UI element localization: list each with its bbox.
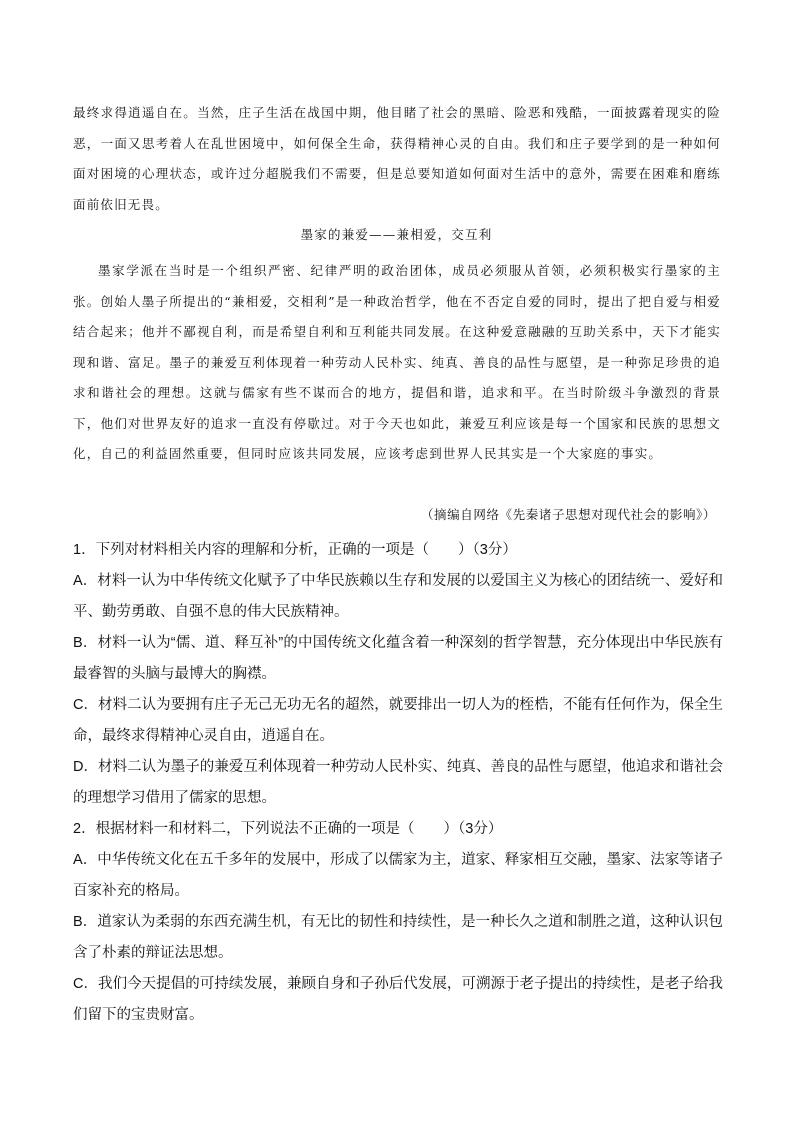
question-option: B．道家认为柔弱的东西充满生机，有无比的韧性和持续性，是一种长久之道和制胜之道，这种认识包含了朴素的辩证法思想。 (73, 914, 723, 961)
question-option: A．材料一认为中华传统文化赋予了中华民族赖以生存和发展的以爱国主义为核心的团结统一、爱好和平、勤劳勇敢、自强不息的伟大民族精神。 (73, 573, 723, 620)
question-option: B．材料一认为“儒、道、释互补”的中国传统文化蕴含着一种深刻的哲学智慧，充分体现出中华民族有最睿智的头脑与最博大的胸襟。 (73, 635, 723, 682)
source-citation: （摘编自网络《先秦诸子思想对现代社会的影响》） (420, 507, 716, 522)
material-paragraph-text: 墨家学派在当时是一个组织严密、纪律严明的政治团体，成员必须服从首领，必须积极实行墨家的主张。创始人墨子所提出的“兼相爱，交相利”是一种政治哲学，他在不否定自爱的同时，提出了把自爱与相爱结合起来；他并不鄙视自利，而是希望自利和互利能共同发展。在这种爱意融融的互助关系中，天下才能实现和谐、富足。墨子的兼爱互利体现着一种劳动人民朴实、纯真、善良的品性与愿望，是一种弥足珍贵的追求和谐社会的理想。这就与儒家有些不谋而合的地方，提倡和谐，追求和平。在当时阶级斗争激烈的背景下，他们对世界友好的追求一直没有停歇过。对于今天也如此，兼爱互利应该是每一个国家和民族的思想文化，自己的利益固然重要，但同时应该共同发展，应该考虑到世界人民其实是一个大家庭的事实。 (73, 263, 721, 461)
question-option: A．中华传统文化在五千多年的发展中，形成了以儒家为主，道家、释家相互交融，墨家、法家等诸子百家补充的格局。 (73, 852, 723, 899)
question-list (73, 535, 723, 1031)
material-paragraph-text: 最终求得逍遥自在。当然，庄子生活在战国中期，他目睹了社会的黑暗、险恶和残酷，一面披露着现实的险恶，一面又思考着人在乱世困境中，如何保全生命，获得精神心灵的自由。我们和庄子要学到的是一种如何面对困境的心理状态，或许过分超脱我们不需要，但是总要知道如何面对生活中的意外，需要在困难和磨练面前依旧无畏。 (73, 105, 721, 212)
question-stem: 1．下列对材料相关内容的理解和分析，正确的一项是（ ）（3分） (73, 542, 517, 558)
material-paragraph (73, 98, 721, 220)
material-paragraph (73, 256, 721, 470)
question-option: D．材料二认为墨子的兼爱互利体现着一种劳动人民朴实、纯真、善良的品性与愿望，他追求和谐社会的理想学习借用了儒家的思想。 (73, 759, 723, 806)
section-heading: 墨家的兼爱——兼相爱，交互利 (300, 227, 493, 242)
question-option: C．我们今天提倡的可持续发展，兼顾自身和子孙后代发展，可溯源于老子提出的持续性，是老子给我们留下的宝贵财富。 (73, 976, 723, 1023)
question-stem: 2．根据材料一和材料二，下列说法不正确的一项是（ ）（3分） (73, 821, 503, 837)
question-option: C．材料二认为要拥有庄子无己无功无名的超然，就要排出一切人为的桎梏，不能有任何作为，保全生命，最终求得精神心灵自由，逍遥自在。 (73, 697, 723, 744)
